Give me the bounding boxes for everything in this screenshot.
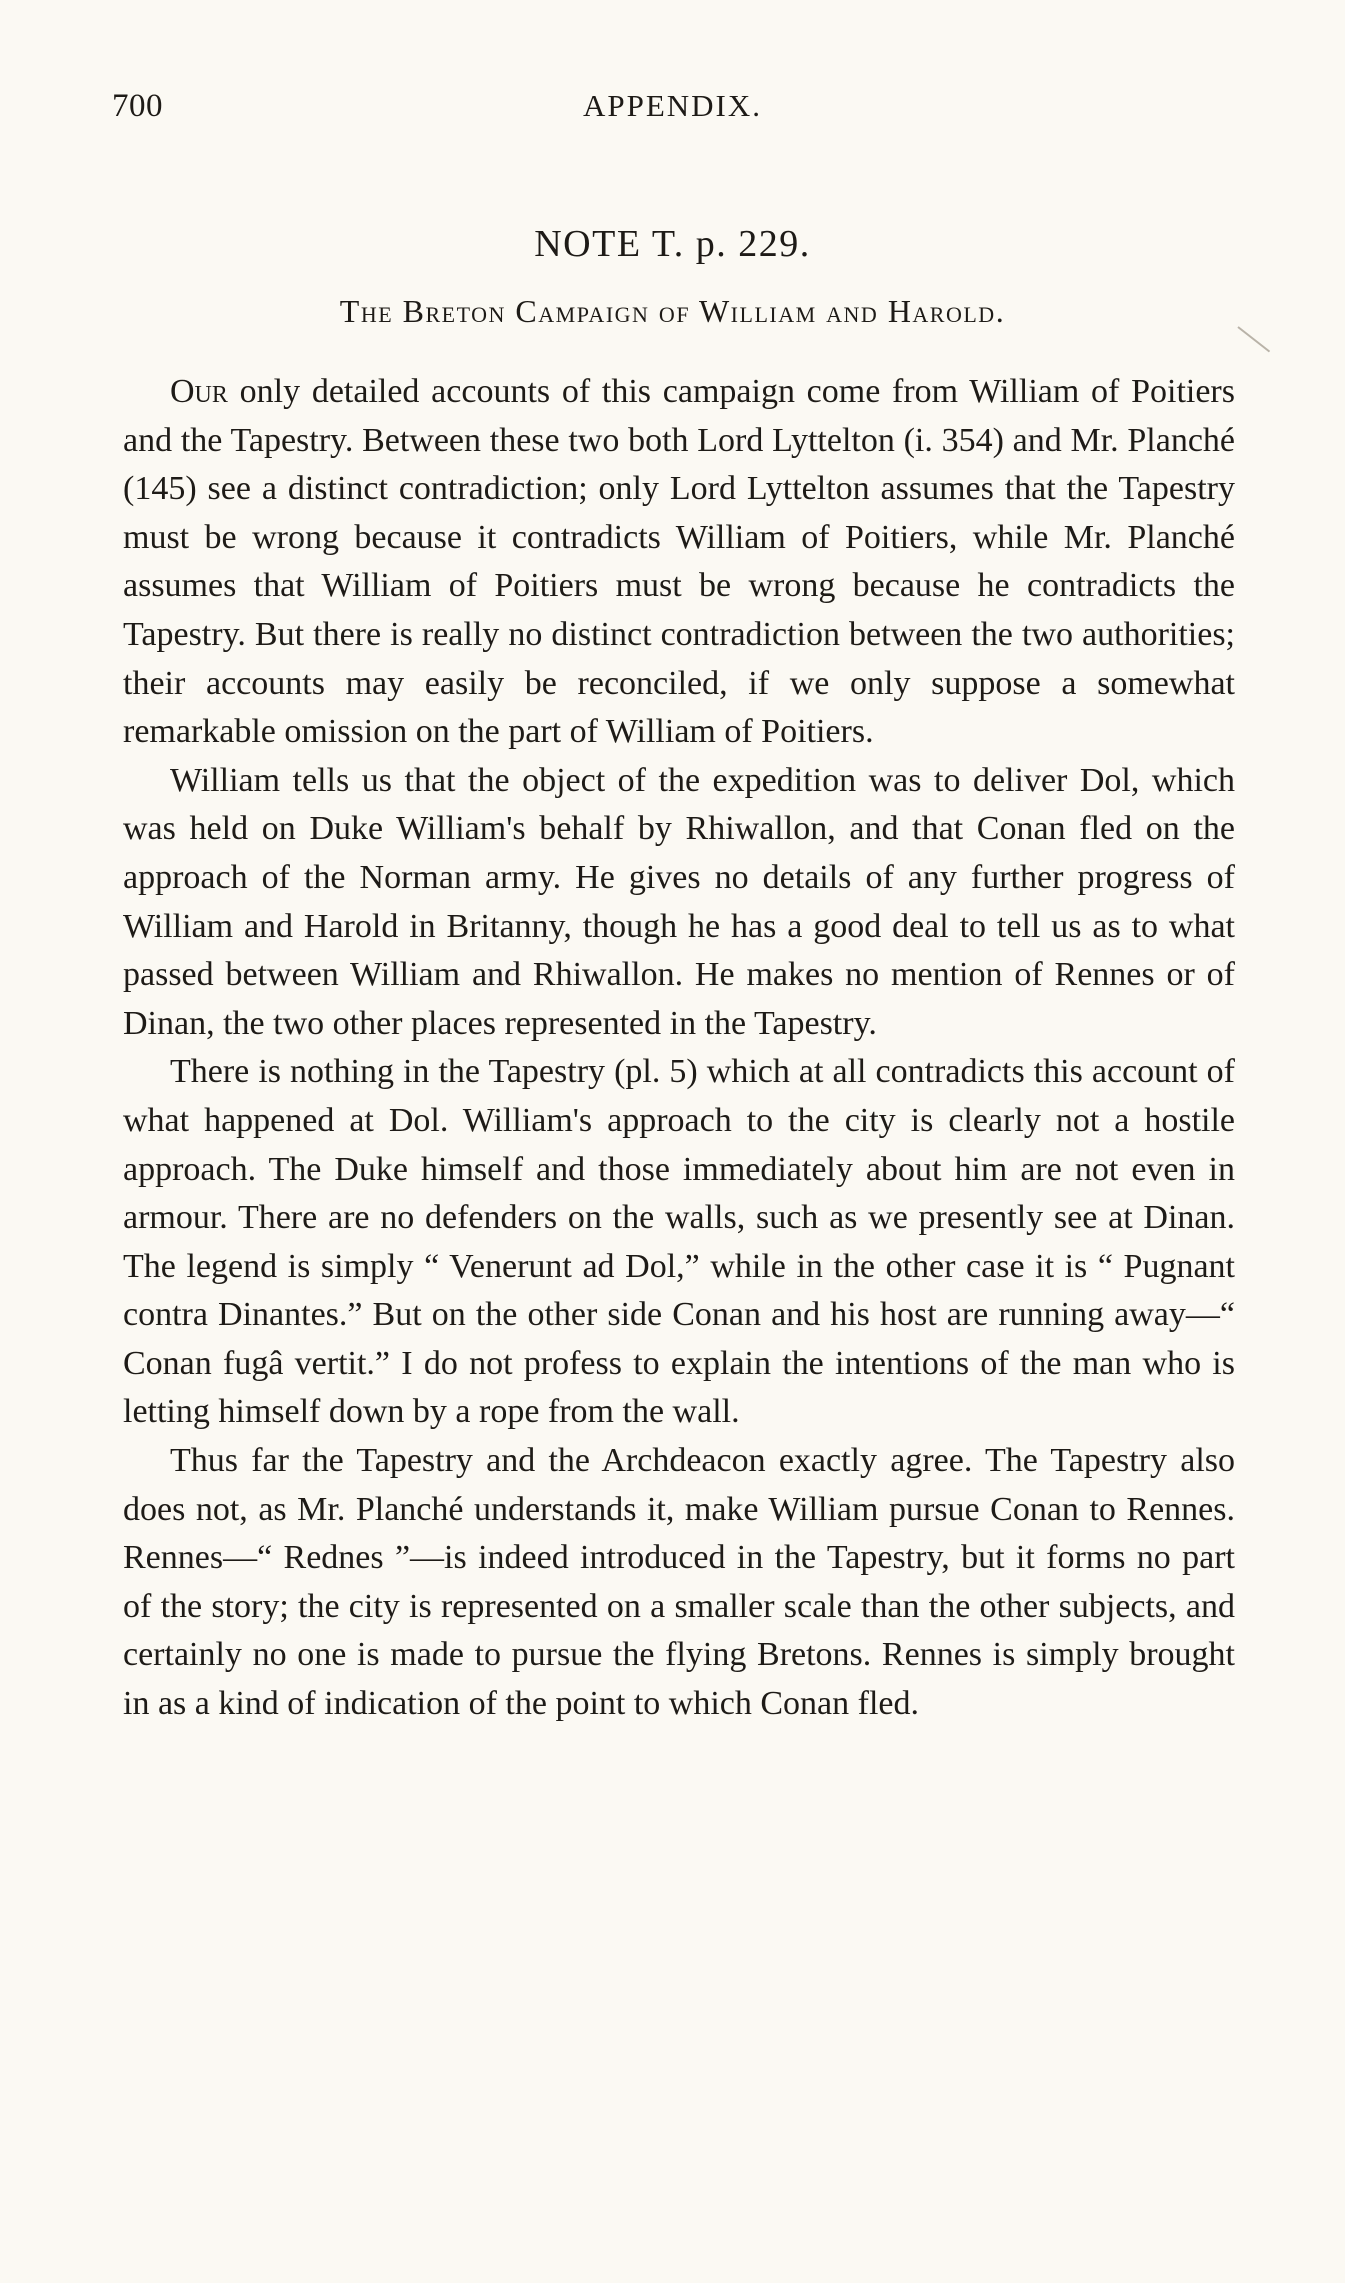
running-title: APPENDIX. [582, 88, 763, 123]
running-head [0, 88, 1345, 138]
paragraph-1-text: only detailed accounts of this campaign come from William of Poitiers and the Tapestry. Between these two both Lord Lyttelton (i. 354) and Mr. Planché (145) see a distinct contradiction; only Lord Lyttelton assumes that the Tapestry must be wrong because it contradicts William of Poitiers, while Mr. Planché assumes that William of Poitiers must be wrong because he contradicts the Tapestry. But there is really no distinct contradiction between the two authorities; their accounts may easily be reconciled, if we only suppose a somewhat remarkable omission on the part of William of Poitiers. [123, 373, 1235, 751]
paragraph-2: William tells us that the object of the expedition was to deliver Dol, which was held on Duke William's behalf by Rhiwallon, and that Conan fled on the approach of the Norman army. He gives no details of any further progress of William and Harold in Britanny, though he has a good deal to tell us as to what passed between William and Rhiwallon. He makes no mention of Rennes or of Dinan, the two other places represented in the Tapestry. [123, 761, 1235, 1042]
paragraph-1-lead: Our [170, 373, 228, 410]
paragraph-3: There is nothing in the Tapestry (pl. 5) which at all contradicts this account of what happened at Dol. William's approach to the city is clearly not a hostile approach. The Duke himself and those immediately about him are not even in armour. There are no defenders on the walls, such as we presently see at Dinan. The legend is simply “ Venerunt ad Dol,” while in the other case it is “ Pugnant contra Dinantes.” But on the other side Conan and his host are running away—“ Conan fugâ vertit.” I do not profess to explain the intentions of the man who is letting himself down by a rope from the wall. [123, 1053, 1235, 1431]
note-heading: NOTE T. p. 229. [534, 223, 811, 265]
paragraph-4: Thus far the Tapestry and the Archdeacon exactly agree. The Tapestry also does not, as Mr. Planché understands it, make William pursue Conan to Rennes. Rennes—“ Rednes ”—is indeed introduced in the Tapestry, but it forms no part of the story; the city is represented on a smaller scale than the other subjects, and certainly no one is made to pursue the flying Bretons. Rennes is simply brought in as a kind of indication of the point to which Conan fled. [123, 1442, 1235, 1723]
stray-pen-mark [1237, 326, 1270, 352]
paragraph-1 [123, 368, 1235, 757]
note-title: The Breton Campaign of William and Harold. [339, 293, 1006, 329]
page-number: 700 [112, 88, 163, 124]
body-text [123, 368, 1235, 1729]
